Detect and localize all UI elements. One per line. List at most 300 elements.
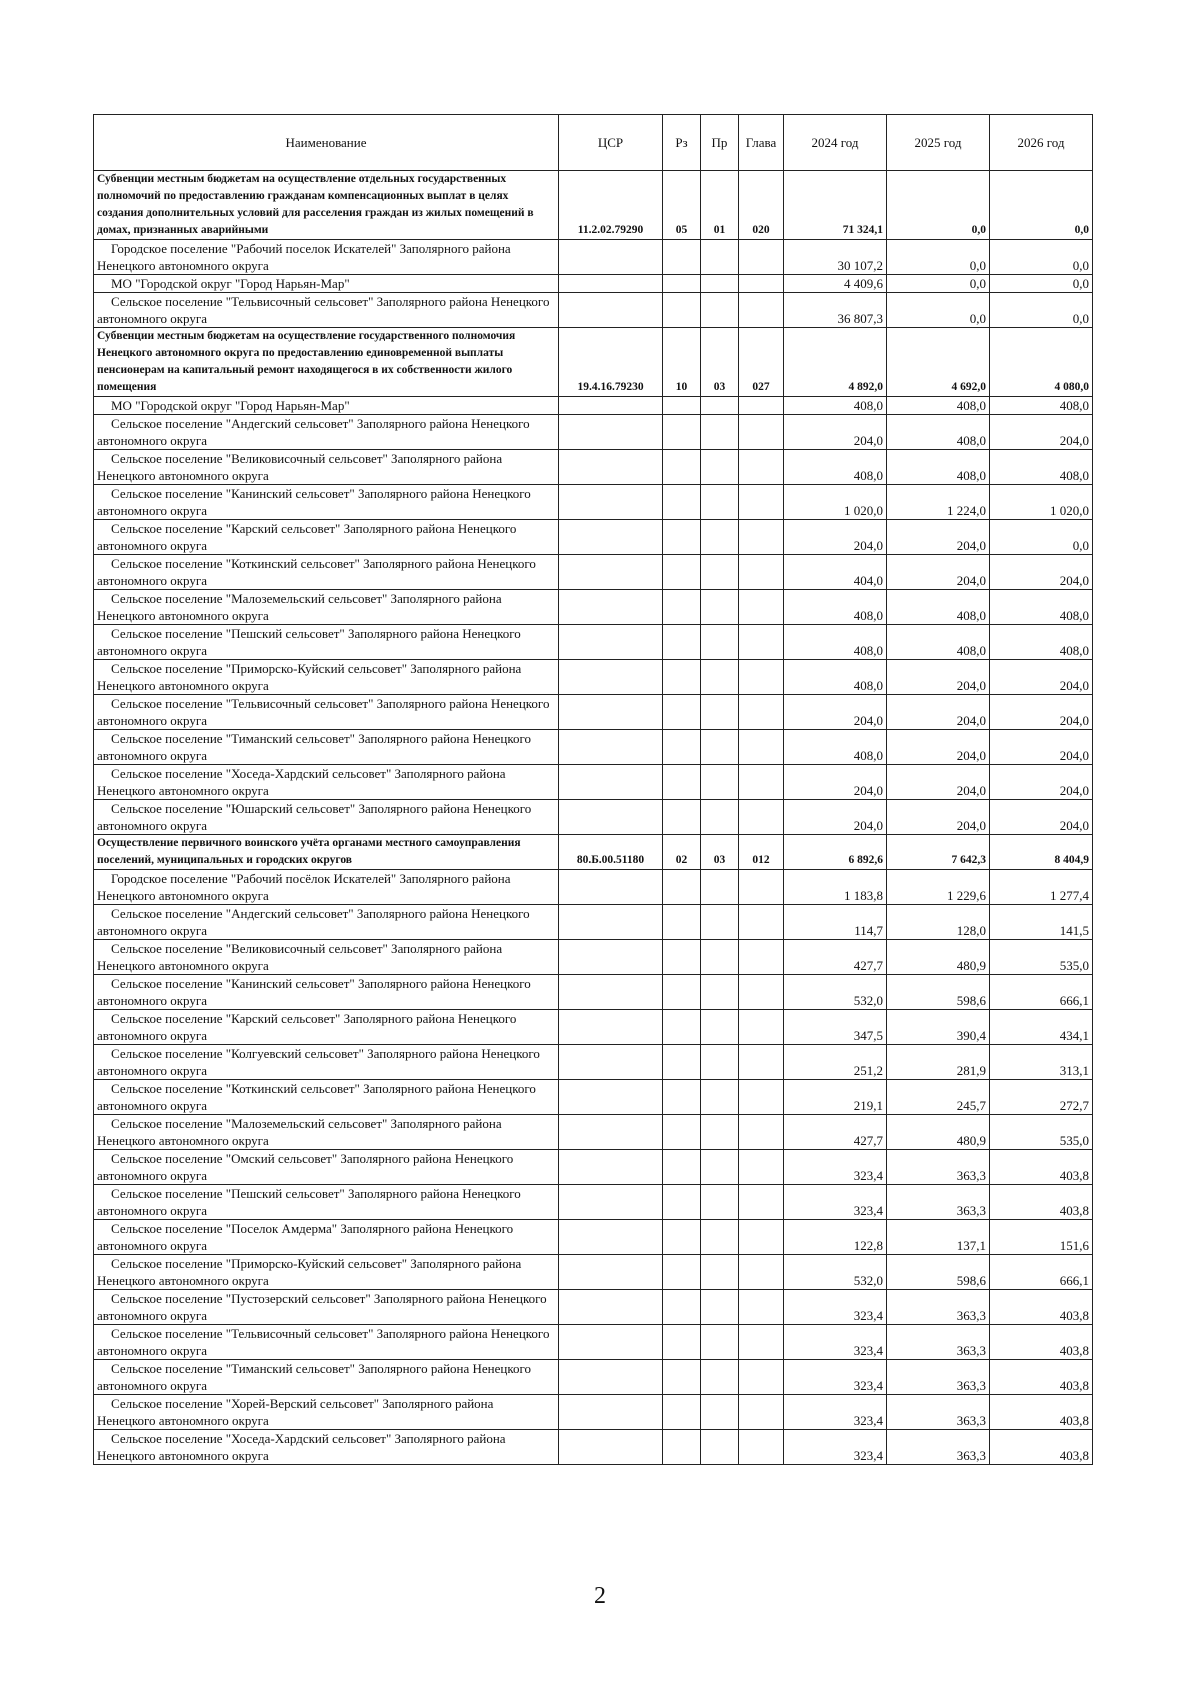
cell-2025: 363,3 [887, 1395, 990, 1430]
table-body [94, 171, 1093, 1465]
cell-pr [701, 555, 739, 590]
cell-2026: 666,1 [990, 1255, 1093, 1290]
row-label: Сельское поселение "Малоземельский сельсовет" Заполярного района Ненецкого автономного округа [97, 591, 502, 623]
cell-2025: 363,3 [887, 1325, 990, 1360]
cell-name [94, 1290, 559, 1325]
cell-pr [701, 415, 739, 450]
row-label: МО "Городской округ "Город Нарьян-Мар" [111, 398, 350, 413]
table-row [94, 1220, 1093, 1255]
cell-csr [559, 485, 663, 520]
cell-2025: 598,6 [887, 975, 990, 1010]
row-label: Сельское поселение "Канинский сельсовет" Заполярного района Ненецкого автономного округа [97, 976, 531, 1008]
cell-csr [559, 730, 663, 765]
cell-2026: 403,8 [990, 1290, 1093, 1325]
cell-csr [559, 1045, 663, 1080]
cell-2026: 403,8 [990, 1395, 1093, 1430]
table-row [94, 1150, 1093, 1185]
cell-csr: 80.Б.00.51180 [559, 835, 663, 870]
cell-csr [559, 870, 663, 905]
cell-2024: 323,4 [784, 1430, 887, 1465]
cell-pr [701, 1220, 739, 1255]
table-row [94, 293, 1093, 328]
cell-2026: 535,0 [990, 940, 1093, 975]
table-row [94, 275, 1093, 293]
cell-name [94, 590, 559, 625]
cell-rz [663, 1430, 701, 1465]
cell-pr [701, 397, 739, 415]
table-row [94, 415, 1093, 450]
cell-2026: 0,0 [990, 293, 1093, 328]
table-row [94, 1255, 1093, 1290]
table-row [94, 1325, 1093, 1360]
cell-glava: 012 [739, 835, 784, 870]
cell-2026: 403,8 [990, 1360, 1093, 1395]
cell-glava [739, 590, 784, 625]
cell-csr [559, 695, 663, 730]
cell-2026: 0,0 [990, 520, 1093, 555]
cell-glava [739, 1430, 784, 1465]
cell-glava [739, 975, 784, 1010]
cell-glava: 027 [739, 328, 784, 397]
cell-2026: 0,0 [990, 171, 1093, 240]
cell-pr [701, 1430, 739, 1465]
cell-csr [559, 397, 663, 415]
cell-glava [739, 870, 784, 905]
table-row [94, 520, 1093, 555]
row-label: Сельское поселение "Приморско-Куйский сельсовет" Заполярного района Ненецкого автономного округа [97, 661, 522, 693]
cell-name [94, 905, 559, 940]
cell-2026: 204,0 [990, 660, 1093, 695]
cell-name [94, 1360, 559, 1395]
cell-pr [701, 485, 739, 520]
cell-2025: 363,3 [887, 1430, 990, 1465]
header-rz: Рз [663, 115, 701, 171]
cell-pr [701, 800, 739, 835]
table-row [94, 1185, 1093, 1220]
cell-glava [739, 450, 784, 485]
cell-csr [559, 625, 663, 660]
row-label: Сельское поселение "Приморско-Куйский сельсовет" Заполярного района Ненецкого автономного округа [97, 1256, 522, 1288]
cell-rz [663, 555, 701, 590]
cell-csr [559, 590, 663, 625]
cell-2025: 204,0 [887, 695, 990, 730]
cell-glava [739, 520, 784, 555]
cell-glava [739, 1360, 784, 1395]
cell-rz [663, 1010, 701, 1045]
cell-2025: 137,1 [887, 1220, 990, 1255]
table-row [94, 1045, 1093, 1080]
cell-name [94, 1150, 559, 1185]
cell-2024: 532,0 [784, 975, 887, 1010]
cell-2024: 427,7 [784, 940, 887, 975]
cell-name [94, 520, 559, 555]
cell-name [94, 450, 559, 485]
budget-table [93, 114, 1093, 1465]
cell-2024: 71 324,1 [784, 171, 887, 240]
cell-2026: 1 277,4 [990, 870, 1093, 905]
cell-2024: 323,4 [784, 1360, 887, 1395]
cell-2024: 204,0 [784, 520, 887, 555]
cell-glava [739, 555, 784, 590]
cell-rz [663, 590, 701, 625]
table-section-row [94, 835, 1093, 870]
row-label: Осуществление первичного воинского учёта органами местного самоуправления поселений, муниципальных и городских округов [97, 837, 521, 866]
cell-csr [559, 975, 663, 1010]
cell-2025: 363,3 [887, 1360, 990, 1395]
cell-2026: 535,0 [990, 1115, 1093, 1150]
cell-csr [559, 1115, 663, 1150]
cell-csr [559, 555, 663, 590]
cell-2025: 1 224,0 [887, 485, 990, 520]
cell-name [94, 1255, 559, 1290]
cell-pr [701, 1290, 739, 1325]
cell-2026: 204,0 [990, 555, 1093, 590]
cell-glava [739, 1080, 784, 1115]
cell-2025: 480,9 [887, 940, 990, 975]
cell-2024: 347,5 [784, 1010, 887, 1045]
cell-rz [663, 240, 701, 275]
cell-2026: 4 080,0 [990, 328, 1093, 397]
row-label: Сельское поселение "Юшарский сельсовет" Заполярного района Ненецкого автономного округа [97, 801, 532, 833]
row-label: Сельское поселение "Пешский сельсовет" Заполярного района Ненецкого автономного округа [97, 626, 521, 658]
table-row [94, 870, 1093, 905]
cell-pr [701, 293, 739, 328]
cell-pr [701, 695, 739, 730]
cell-2025: 408,0 [887, 415, 990, 450]
cell-name [94, 660, 559, 695]
table-row [94, 1080, 1093, 1115]
cell-name [94, 870, 559, 905]
cell-rz: 05 [663, 171, 701, 240]
cell-glava [739, 1325, 784, 1360]
cell-2024: 204,0 [784, 415, 887, 450]
cell-csr [559, 293, 663, 328]
cell-2026: 204,0 [990, 765, 1093, 800]
row-label: Сельское поселение "Хоседа-Хардский сельсовет" Заполярного района Ненецкого автономного округа [97, 1431, 506, 1463]
cell-2025: 128,0 [887, 905, 990, 940]
cell-2024: 251,2 [784, 1045, 887, 1080]
cell-pr [701, 975, 739, 1010]
cell-glava [739, 905, 784, 940]
row-label: Сельское поселение "Поселок Амдерма" Заполярного района Ненецкого автономного округа [97, 1221, 514, 1253]
cell-rz [663, 520, 701, 555]
table-row [94, 590, 1093, 625]
cell-csr [559, 1290, 663, 1325]
cell-pr [701, 765, 739, 800]
cell-name [94, 555, 559, 590]
cell-rz [663, 1220, 701, 1255]
cell-2025: 204,0 [887, 800, 990, 835]
cell-glava [739, 397, 784, 415]
cell-2026: 434,1 [990, 1010, 1093, 1045]
header-pr: Пр [701, 115, 739, 171]
cell-2024: 114,7 [784, 905, 887, 940]
cell-name [94, 328, 559, 397]
row-label: МО "Городской округ "Город Нарьян-Мар" [111, 276, 350, 291]
cell-name [94, 975, 559, 1010]
row-label: Сельское поселение "Хоседа-Хардский сельсовет" Заполярного района Ненецкого автономного округа [97, 766, 506, 798]
cell-glava [739, 1395, 784, 1430]
cell-2026: 403,8 [990, 1325, 1093, 1360]
cell-2025: 1 229,6 [887, 870, 990, 905]
cell-csr [559, 1010, 663, 1045]
cell-pr [701, 660, 739, 695]
cell-csr [559, 1255, 663, 1290]
cell-rz [663, 730, 701, 765]
cell-rz [663, 1360, 701, 1395]
cell-2024: 30 107,2 [784, 240, 887, 275]
cell-rz [663, 1150, 701, 1185]
cell-2024: 1 183,8 [784, 870, 887, 905]
row-label: Сельское поселение "Тельвисочный сельсовет" Заполярного района Ненецкого автономного округа [97, 696, 550, 728]
header-2025: 2025 год [887, 115, 990, 171]
table-section-row [94, 328, 1093, 397]
cell-2026: 403,8 [990, 1150, 1093, 1185]
cell-2024: 323,4 [784, 1290, 887, 1325]
cell-csr [559, 1360, 663, 1395]
cell-glava [739, 1115, 784, 1150]
cell-2026: 408,0 [990, 397, 1093, 415]
table-row [94, 625, 1093, 660]
cell-2024: 408,0 [784, 660, 887, 695]
cell-name [94, 1395, 559, 1430]
cell-2024: 323,4 [784, 1325, 887, 1360]
cell-rz [663, 1080, 701, 1115]
table-row [94, 397, 1093, 415]
cell-glava [739, 800, 784, 835]
cell-rz [663, 275, 701, 293]
row-label: Сельское поселение "Карский сельсовет" Заполярного района Ненецкого автономного округа [97, 521, 517, 553]
row-label: Субвенции местным бюджетам на осуществление государственного полномочия Ненецкого автономного округа по предоставлению единовременной выплаты пенсионерам на капитальный ремонт находящегося в их собственности жилого помещения [97, 330, 516, 393]
cell-glava [739, 660, 784, 695]
cell-glava [739, 1045, 784, 1080]
cell-csr [559, 1220, 663, 1255]
table-row [94, 1115, 1093, 1150]
cell-2024: 204,0 [784, 765, 887, 800]
cell-rz [663, 1290, 701, 1325]
cell-rz [663, 800, 701, 835]
cell-2026: 151,6 [990, 1220, 1093, 1255]
cell-rz: 02 [663, 835, 701, 870]
cell-name [94, 625, 559, 660]
cell-2026: 403,8 [990, 1185, 1093, 1220]
cell-2024: 1 020,0 [784, 485, 887, 520]
cell-pr [701, 1395, 739, 1430]
row-label: Сельское поселение "Колгуевский сельсовет" Заполярного района Ненецкого автономного округа [97, 1046, 540, 1078]
cell-2026: 403,8 [990, 1430, 1093, 1465]
cell-csr: 19.4.16.79230 [559, 328, 663, 397]
cell-2026: 0,0 [990, 275, 1093, 293]
cell-glava [739, 240, 784, 275]
cell-rz [663, 415, 701, 450]
cell-name [94, 940, 559, 975]
cell-glava [739, 940, 784, 975]
cell-pr: 03 [701, 835, 739, 870]
cell-2025: 204,0 [887, 555, 990, 590]
cell-2024: 122,8 [784, 1220, 887, 1255]
cell-rz: 10 [663, 328, 701, 397]
cell-pr [701, 275, 739, 293]
cell-csr [559, 800, 663, 835]
cell-csr [559, 940, 663, 975]
table-row [94, 730, 1093, 765]
cell-2026: 272,7 [990, 1080, 1093, 1115]
cell-2025: 363,3 [887, 1150, 990, 1185]
cell-2025: 390,4 [887, 1010, 990, 1045]
cell-pr [701, 240, 739, 275]
cell-glava [739, 695, 784, 730]
cell-2026: 204,0 [990, 695, 1093, 730]
cell-2025: 204,0 [887, 730, 990, 765]
cell-glava [739, 1290, 784, 1325]
cell-2025: 408,0 [887, 625, 990, 660]
cell-name [94, 171, 559, 240]
table-row [94, 765, 1093, 800]
cell-glava [739, 765, 784, 800]
table-row [94, 240, 1093, 275]
table-row [94, 695, 1093, 730]
cell-2025: 0,0 [887, 293, 990, 328]
cell-name [94, 240, 559, 275]
cell-2025: 363,3 [887, 1185, 990, 1220]
cell-name [94, 835, 559, 870]
cell-pr [701, 1325, 739, 1360]
cell-2026: 8 404,9 [990, 835, 1093, 870]
cell-pr [701, 1360, 739, 1395]
cell-csr [559, 1185, 663, 1220]
cell-glava [739, 625, 784, 660]
cell-2024: 6 892,6 [784, 835, 887, 870]
cell-2024: 427,7 [784, 1115, 887, 1150]
cell-rz [663, 1325, 701, 1360]
cell-2024: 408,0 [784, 397, 887, 415]
cell-name [94, 1325, 559, 1360]
cell-2025: 281,9 [887, 1045, 990, 1080]
cell-name [94, 765, 559, 800]
cell-glava [739, 1010, 784, 1045]
cell-pr [701, 1255, 739, 1290]
table-row [94, 940, 1093, 975]
cell-name [94, 293, 559, 328]
row-label: Сельское поселение "Андегский сельсовет" Заполярного района Ненецкого автономного округа [97, 416, 530, 448]
cell-name [94, 485, 559, 520]
cell-rz [663, 940, 701, 975]
header-name: Наименование [94, 115, 559, 171]
cell-2024: 204,0 [784, 800, 887, 835]
cell-pr [701, 1080, 739, 1115]
table-row [94, 555, 1093, 590]
header-glava: Глава [739, 115, 784, 171]
cell-name [94, 1080, 559, 1115]
cell-2024: 408,0 [784, 590, 887, 625]
cell-name [94, 397, 559, 415]
cell-pr: 01 [701, 171, 739, 240]
cell-rz [663, 397, 701, 415]
cell-rz [663, 765, 701, 800]
row-label: Сельское поселение "Омский сельсовет" Заполярного района Ненецкого автономного округа [97, 1151, 514, 1183]
row-label: Городское поселение "Рабочий поселок Искателей" Заполярного района Ненецкого автономного округа [97, 241, 511, 273]
cell-glava [739, 415, 784, 450]
cell-2025: 0,0 [887, 275, 990, 293]
cell-2025: 408,0 [887, 397, 990, 415]
row-label: Сельское поселение "Тельвисочный сельсовет" Заполярного района Ненецкого автономного округа [97, 1326, 550, 1358]
cell-2025: 598,6 [887, 1255, 990, 1290]
cell-2024: 532,0 [784, 1255, 887, 1290]
cell-rz [663, 625, 701, 660]
cell-rz [663, 450, 701, 485]
row-label: Сельское поселение "Малоземельский сельсовет" Заполярного района Ненецкого автономного округа [97, 1116, 502, 1148]
cell-pr [701, 1045, 739, 1080]
cell-2024: 408,0 [784, 625, 887, 660]
cell-2025: 245,7 [887, 1080, 990, 1115]
cell-2024: 204,0 [784, 695, 887, 730]
table-row [94, 660, 1093, 695]
cell-pr [701, 450, 739, 485]
cell-pr [701, 590, 739, 625]
cell-csr: 11.2.02.79290 [559, 171, 663, 240]
cell-pr [701, 870, 739, 905]
cell-2025: 363,3 [887, 1290, 990, 1325]
cell-rz [663, 1115, 701, 1150]
cell-2024: 408,0 [784, 730, 887, 765]
cell-name [94, 1220, 559, 1255]
cell-2026: 204,0 [990, 415, 1093, 450]
cell-glava [739, 485, 784, 520]
cell-csr [559, 1430, 663, 1465]
cell-glava [739, 1255, 784, 1290]
cell-rz [663, 1395, 701, 1430]
cell-csr [559, 1395, 663, 1430]
row-label: Сельское поселение "Тиманский сельсовет" Заполярного района Ненецкого автономного округа [97, 1361, 532, 1393]
cell-2025: 0,0 [887, 240, 990, 275]
cell-csr [559, 1325, 663, 1360]
cell-2024: 323,4 [784, 1395, 887, 1430]
cell-2025: 204,0 [887, 765, 990, 800]
cell-csr [559, 905, 663, 940]
table-row [94, 1010, 1093, 1045]
header-2026: 2026 год [990, 115, 1093, 171]
cell-name [94, 1430, 559, 1465]
cell-2025: 204,0 [887, 660, 990, 695]
cell-2026: 408,0 [990, 450, 1093, 485]
table-row [94, 1290, 1093, 1325]
row-label: Сельское поселение "Великовисочный сельсовет" Заполярного района Ненецкого автономного округа [97, 451, 503, 483]
cell-csr [559, 415, 663, 450]
cell-2026: 141,5 [990, 905, 1093, 940]
cell-name [94, 1115, 559, 1150]
row-label: Сельское поселение "Пустозерский сельсовет" Заполярного района Ненецкого автономного округа [97, 1291, 547, 1323]
cell-2024: 4 409,6 [784, 275, 887, 293]
row-label: Сельское поселение "Коткинский сельсовет" Заполярного района Ненецкого автономного округа [97, 1081, 536, 1113]
cell-glava [739, 730, 784, 765]
cell-rz [663, 293, 701, 328]
cell-2026: 408,0 [990, 625, 1093, 660]
row-label: Сельское поселение "Карский сельсовет" Заполярного района Ненецкого автономного округа [97, 1011, 517, 1043]
cell-name [94, 1010, 559, 1045]
cell-csr [559, 765, 663, 800]
cell-2024: 404,0 [784, 555, 887, 590]
cell-pr [701, 1115, 739, 1150]
cell-2025: 204,0 [887, 520, 990, 555]
cell-rz [663, 660, 701, 695]
cell-pr [701, 940, 739, 975]
cell-csr [559, 240, 663, 275]
cell-pr [701, 520, 739, 555]
row-label: Сельское поселение "Великовисочный сельсовет" Заполярного района Ненецкого автономного округа [97, 941, 503, 973]
cell-2025: 408,0 [887, 450, 990, 485]
row-label: Сельское поселение "Канинский сельсовет" Заполярного района Ненецкого автономного округа [97, 486, 531, 518]
cell-glava [739, 1220, 784, 1255]
